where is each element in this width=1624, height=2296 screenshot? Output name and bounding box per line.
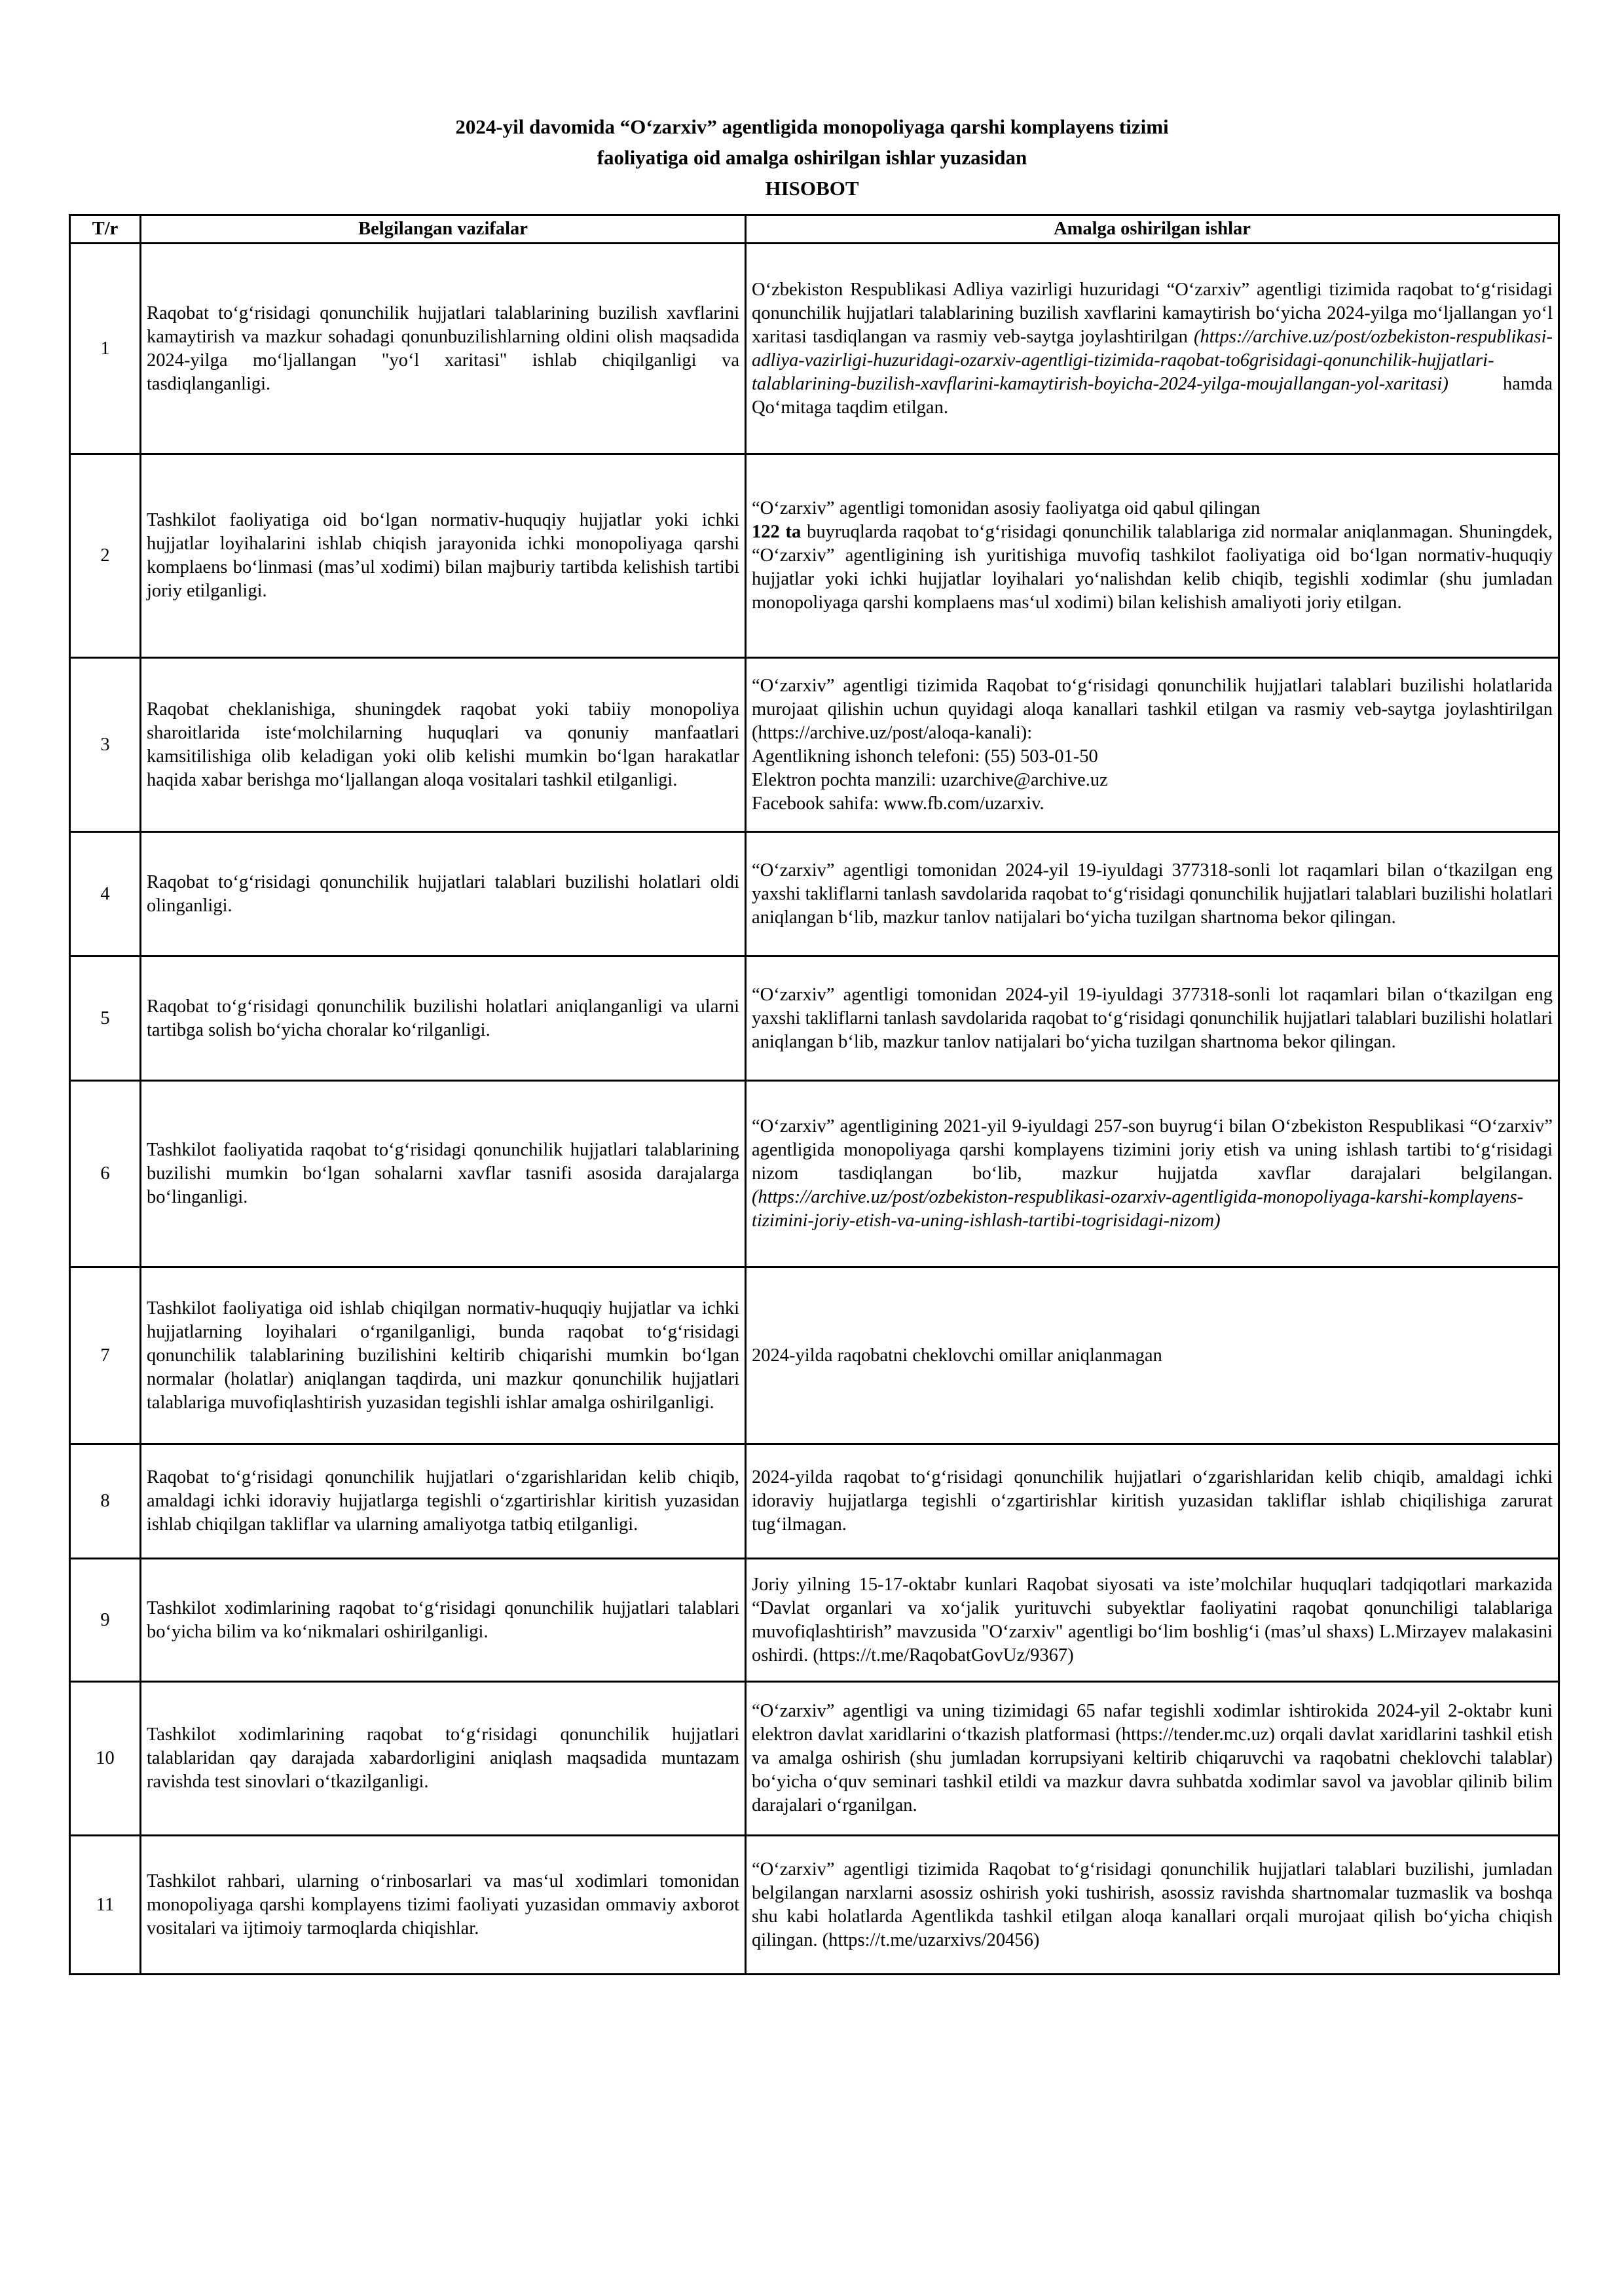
- report-table: [69, 214, 1560, 1975]
- work-cell: “O‘zarxiv” agentligi tomonidan 2024-yil 19-iyuldagi 377318-sonli lot raqamlari bilan o‘tkazilgan eng yaxshi takliflarni tanlash savdolarida raqobat to‘g‘risidagi qonunchilik hujjatlari talablari buzilishi holatlari aniqlangan b‘lib, mazkur tanlov natijalari bo‘yicha tuzilgan shartnoma bekor qilingan.: [746, 832, 1559, 957]
- task-cell: Tashkilot rahbari, ularning o‘rinbosarlari va mas‘ul xodimlari tomonidan monopoliyaga qarshi komplayens tizimi faoliyati yuzasidan ommaviy axborot vositalari va ijtimoiy tarmoqlarda chiqishlar.: [141, 1836, 746, 1975]
- trust-phone: Agentlikning ishonch telefoni: (55) 503-01-50: [752, 746, 1098, 767]
- row-number: 1: [70, 244, 141, 454]
- task-cell: Tashkilot faoliyatiga oid bo‘lgan normativ-huquqiy hujjatlar yoki ichki hujjatlar loyihalarini ishlab chiqish jarayonida ichki monopoliyaga qarshi komplaens bo‘linmasi (mas’ul xodimi) bilan majburiy tartibda kelishish tartibi joriy etilganligi.: [141, 454, 746, 658]
- work-cell: 2024-yilda raqobatni cheklovchi omillar aniqlanmagan: [746, 1267, 1559, 1444]
- task-cell: Tashkilot faoliyatiga oid ishlab chiqilgan normativ-huquqiy hujjatlar va ichki hujjatlarning loyihalari o‘rganilganligi, bunda raqobat to‘g‘risidagi qonunchilik talablarining buzilishini keltirib chiqarishi mumkin bo‘lgan normalar (holatlar) aniqlangan taqdirda, uni mazkur qonunchilik hujjatlari talablariga muvofiqlashtirish yuzasidan tegishli ishlar amalga oshirilganligi.: [141, 1267, 746, 1444]
- table-row: [70, 658, 1559, 832]
- table-row: [70, 1444, 1559, 1559]
- table-header-row: [70, 215, 1559, 244]
- task-cell: Tashkilot faoliyatida raqobat to‘g‘risidagi qonunchilik hujjatlari talablarining buzilishi mumkin bo‘lgan sohalarni xavflar tasnifi asosida darajalarga bo‘linganligi.: [141, 1081, 746, 1267]
- table-row: [70, 1682, 1559, 1836]
- header-number: T/r: [70, 215, 141, 244]
- work-text: O‘zbekiston Respublikasi Adliya vazirligi huzuridagi “O‘zarxiv” agentligi tizimida raqobat to‘g‘risidagi qonunchilik hujjatlari talablarining buzilish xavflarini kamaytirish bo‘yicha 2024-yilga mo‘ljallangan yo‘l xaritasi tasdiqlangan va rasmiy veb-saytga joylashtirilgan: [752, 279, 1553, 347]
- work-text-end: buyruqlarda raqobat to‘g‘risidagi qonunchilik talablariga zid normalar aniqlanmagan. Shuningdek, “O‘zarxiv” agentligining ish yuritishiga muvofiq tashkilot faoliyatiga oid bo‘lgan normativ-huquqiy hujjatlar yoki ichki hujjatlar loyihalari yo‘nalishdan kelib chiqib, tegishli xodimlar (shu jumladan monopoliyaga qarshi komplaens mas‘ul xodimi) bilan kelishish amaliyoti joriy etilgan.: [752, 522, 1553, 613]
- row-number: 9: [70, 1559, 141, 1682]
- report-title: [0, 111, 1624, 204]
- work-cell: [746, 658, 1559, 832]
- work-cell: 2024-yilda raqobat to‘g‘risidagi qonunchilik hujjatlari o‘zgarishlaridan kelib chiqib, amaldagi ichki idoraviy hujjatlarga tegishli o‘zgartirishlar kiritish yuzasidan takliflar ishlab chiqilishiga zarurat tug‘ilmagan.: [746, 1444, 1559, 1559]
- work-text: “O‘zarxiv” agentligi tomonidan asosiy faoliyatga oid qabul qilingan: [752, 498, 1261, 519]
- task-cell: Raqobat to‘g‘risidagi qonunchilik buzilishi holatlari aniqlanganligi va ularni tartibga solish bo‘yicha choralar ko‘rilganligi.: [141, 957, 746, 1081]
- table-row: [70, 1081, 1559, 1267]
- row-number: 8: [70, 1444, 141, 1559]
- work-cell: “O‘zarxiv” agentligi tomonidan 2024-yil 19-iyuldagi 377318-sonli lot raqamlari bilan o‘tkazilgan eng yaxshi takliflarni tanlash savdolarida raqobat to‘g‘risidagi qonunchilik hujjatlari talablari buzilishi holatlari aniqlangan b‘lib, mazkur tanlov natijalari bo‘yicha tuzilgan shartnoma bekor qilingan.: [746, 957, 1559, 1081]
- table-row: [70, 832, 1559, 957]
- row-number: 6: [70, 1081, 141, 1267]
- work-cell: “O‘zarxiv” agentligi tizimida Raqobat to‘g‘risidagi qonunchilik hujjatlari talablari buzilishi, jumladan belgilangan narxlarni asossiz oshirish yoki tushirish, asossiz ravishda shartnomalar tuzmaslik va boshqa shu kabi holatlarda Agentlikda tashkil etilgan aloqa kanallari orqali murojaat qilish bo‘yicha chiqish qilingan. (https://t.me/uzarxivs/20456): [746, 1836, 1559, 1975]
- work-cell: [746, 244, 1559, 454]
- work-count: 122 ta: [752, 522, 802, 542]
- row-number: 3: [70, 658, 141, 832]
- table-row: [70, 454, 1559, 658]
- title-line-2: faoliyatiga oid amalga oshirilgan ishlar yuzasidan: [597, 146, 1027, 169]
- work-link: (https://archive.uz/post/ozbekiston-respublikasi-adliya-vazirligi-huzuridagi-ozarxiv-agentligi-tizimida-raqobat-to6grisidagi-qonunchilik-hujjatlari-talablarining-buzilish-xavflarini-kamaytirish-boyicha-2024-yilga-moujallangan-yol-xaritasi): [752, 326, 1553, 394]
- task-cell: Tashkilot xodimlarining raqobat to‘g‘risidagi qonunchilik hujjatlari talablaridan qay darajada xabardorligini aniqlash maqsadida muntazam ravishda test sinovlari o‘tkazilganligi.: [141, 1682, 746, 1836]
- header-work-done: Amalga oshirilgan ishlar: [746, 215, 1559, 244]
- table-row: [70, 244, 1559, 454]
- row-number: 4: [70, 832, 141, 957]
- row-number: 2: [70, 454, 141, 658]
- work-cell: Joriy yilning 15-17-oktabr kunlari Raqobat siyosati va iste’molchilar huquqlari tadqiqotlari markazida “Davlat organlari va xo‘jalik yurituvchi subyektlar faoliyatini raqobat qonunchiligi talablariga muvofiqlashtirish” mavzusida "O‘zarxiv" agentligi bo‘lim boshlig‘i (mas’ul shaxs) L.Mirzayev malakasini oshirdi. (https://t.me/RaqobatGovUz/9367): [746, 1559, 1559, 1682]
- table-row: [70, 957, 1559, 1081]
- work-text: “O‘zarxiv” agentligining 2021-yil 9-iyuldagi 257-son buyrug‘i bilan O‘zbekiston Respublikasi “O‘zarxiv” agentligida monopoliyaga qarshi komplayens tizimini joriy etish va uning ishlash tartibi to‘g‘risidagi nizom tasdiqlangan bo‘lib, mazkur hujjatda xavflar darajalari belgilangan.: [752, 1116, 1553, 1184]
- title-line-3: HISOBOT: [765, 177, 859, 200]
- work-cell: “O‘zarxiv” agentligi va uning tizimidagi 65 nafar tegishli xodimlar ishtirokida 2024-yil 2-oktabr kuni elektron davlat xaridlarini o‘tkazish platformasi (https://tender.mc.uz) orqali davlat xaridlarini tashkil etish va amalga oshirish (shu jumladan korrupsiyani keltirib chiqaruvchi va raqobatni cheklovchi talablar) bo‘yicha o‘quv seminari tashkil etildi va mazkur davra suhbatda xodimlar savol va javoblar qilinib bilim darajalari o‘rganilgan.: [746, 1682, 1559, 1836]
- task-cell: Raqobat cheklanishiga, shuningdek raqobat yoki tabiiy monopoliya sharoitlarida iste‘molchilarning huquqlari va qonuniy manfaatlari kamsitilishiga olib keladigan yoki olib kelishi mumkin bo‘lgan harakatlar haqida xabar berishga mo‘ljallangan aloqa vositalari tashkil etilganligi.: [141, 658, 746, 832]
- row-number: 5: [70, 957, 141, 1081]
- facebook-page: Facebook sahifa: www.fb.com/uzarxiv.: [752, 793, 1044, 814]
- title-line-1: 2024-yil davomida “O‘zarxiv” agentligida monopoliyaga qarshi komplayens tizimi: [455, 115, 1169, 138]
- table-row: [70, 1559, 1559, 1682]
- table-row: [70, 1267, 1559, 1444]
- task-cell: Raqobat to‘g‘risidagi qonunchilik hujjatlari talablarining buzilish xavflarini kamaytirish va mazkur sohadagi qonunbuzilishlarning oldini olish maqsadida 2024-yilga mo‘ljallangan "yo‘l xaritasi" ishlab chiqilganligi va tasdiqlanganligi.: [141, 244, 746, 454]
- task-cell: Tashkilot xodimlarining raqobat to‘g‘risidagi qonunchilik hujjatlari talablari bo‘yicha bilim va ko‘nikmalari oshirilganligi.: [141, 1559, 746, 1682]
- email-address: Elektron pochta manzili: uzarchive@archive.uz: [752, 769, 1108, 790]
- work-text-end: hamda Qo‘mitaga taqdim etilgan.: [752, 373, 1553, 418]
- task-cell: Raqobat to‘g‘risidagi qonunchilik hujjatlari talablari buzilishi holatlari oldi olinganligi.: [141, 832, 746, 957]
- work-cell: [746, 454, 1559, 658]
- row-number: 11: [70, 1836, 141, 1975]
- header-tasks: Belgilangan vazifalar: [141, 215, 746, 244]
- work-text: “O‘zarxiv” agentligi tizimida Raqobat to‘g‘risidagi qonunchilik hujjatlari talablari buzilishi holatlarida murojaat qilishin uchun quyidagi aloqa kanallari tashkil etilgan va rasmiy veb-saytga joylashtirilgan (https://archive.uz/post/aloqa-kanali):: [752, 675, 1553, 743]
- row-number: 10: [70, 1682, 141, 1836]
- table-row: [70, 1836, 1559, 1975]
- row-number: 7: [70, 1267, 141, 1444]
- work-cell: [746, 1081, 1559, 1267]
- work-link: (https://archive.uz/post/ozbekiston-respublikasi-ozarxiv-agentligida-monopoliyaga-karshi-komplayens-tizimini-joriy-etish-va-uning-ishlash-tartibi-togrisidagi-nizom): [752, 1187, 1524, 1231]
- task-cell: Raqobat to‘g‘risidagi qonunchilik hujjatlari o‘zgarishlaridan kelib chiqib, amaldagi ichki idoraviy hujjatlarga tegishli o‘zgartirishlar kiritish yuzasidan ishlab chiqilgan takliflar va ularning amaliyotga tatbiq etilganligi.: [141, 1444, 746, 1559]
